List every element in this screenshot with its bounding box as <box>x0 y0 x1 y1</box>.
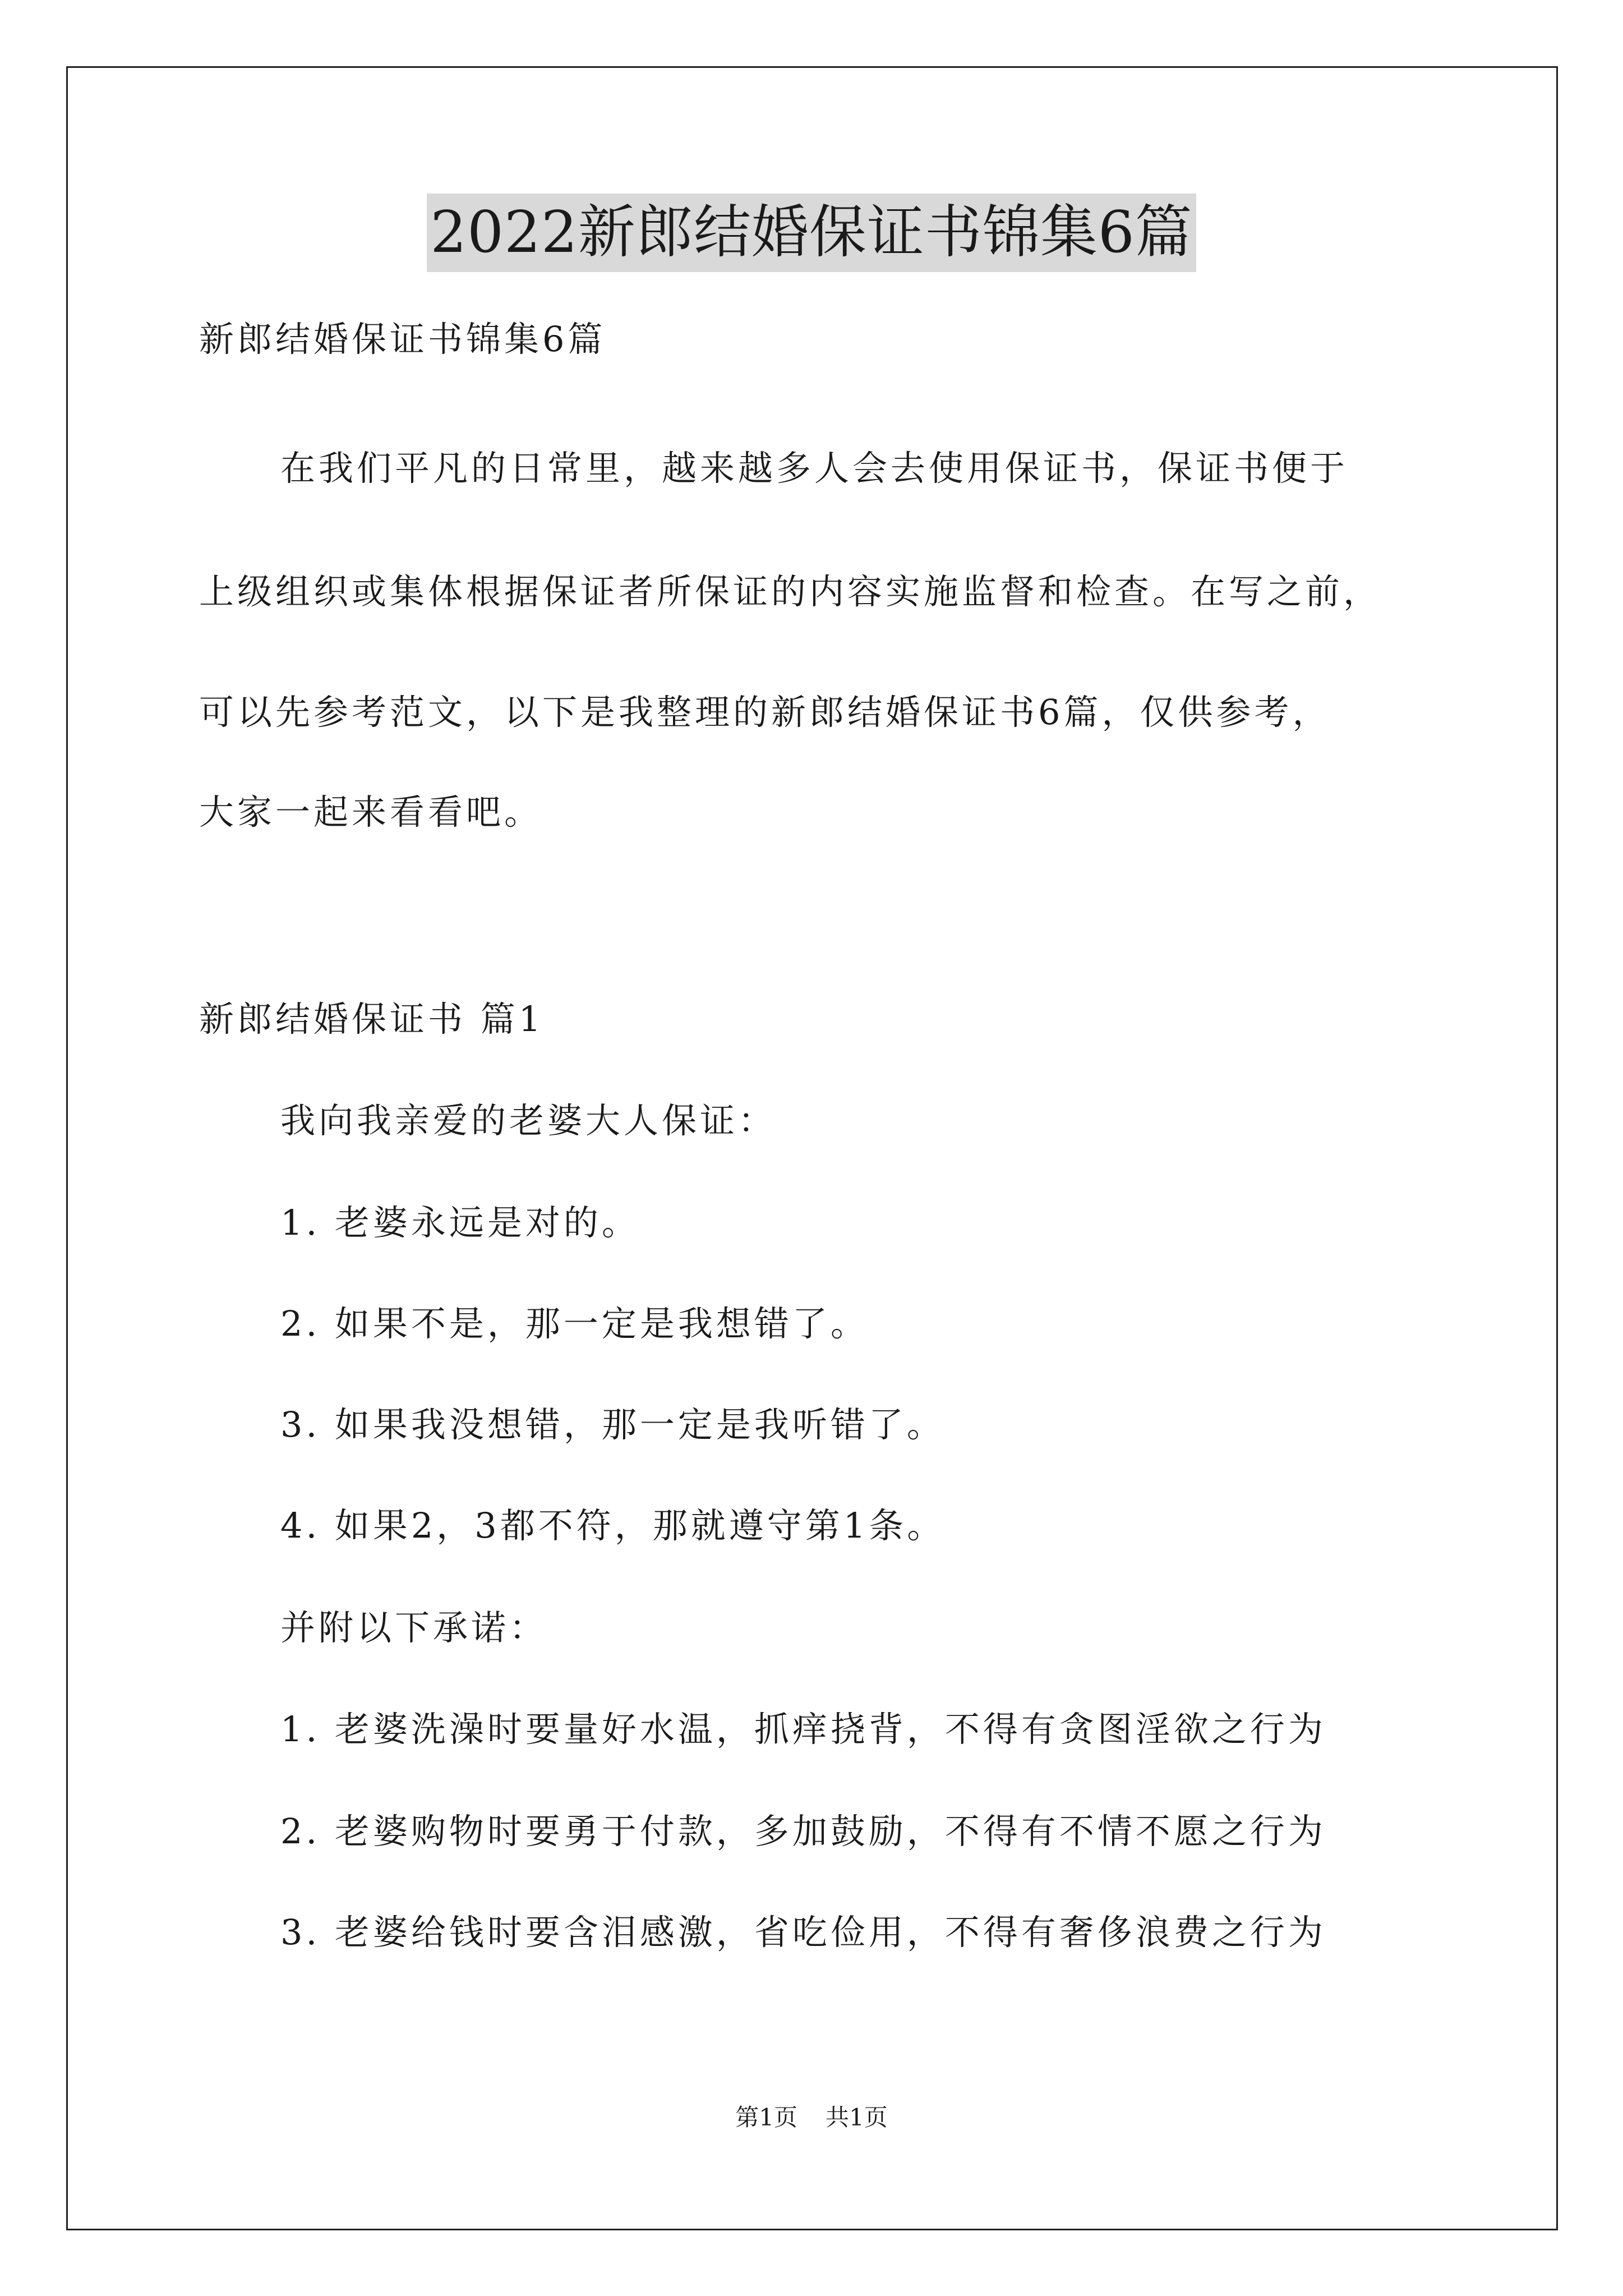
document-subtitle: 新郎结婚保证书锦集6篇 <box>199 319 606 360</box>
promise-item: 2. 老婆购物时要勇于付款，多加鼓励，不得有不情不愿之行为 <box>280 1811 1326 1852</box>
page-border <box>66 66 1558 2230</box>
intro-line-2: 上级组织或集体根据保证者所保证的内容实施监督和检查。在写之前， <box>199 571 1382 612</box>
page-number: 第1页 <box>735 2104 797 2131</box>
list-item: 1. 老婆永远是对的。 <box>280 1202 640 1243</box>
list-item: 4. 如果2，3都不符，那就遵守第1条。 <box>280 1505 946 1546</box>
promise-item: 3. 老婆给钱时要含泪感激，省吃俭用，不得有奢侈浪费之行为 <box>280 1912 1326 1953</box>
section-heading: 新郎结婚保证书 篇1 <box>199 999 545 1039</box>
section-greeting: 我向我亲爱的老婆大人保证： <box>280 1100 777 1141</box>
document-title: 2022新郎结婚保证书锦集6篇 <box>427 194 1196 272</box>
intro-line-1: 在我们平凡的日常里，越来越多人会去使用保证书，保证书便于 <box>280 448 1349 489</box>
intro-line-4: 大家一起来看看吧。 <box>199 792 543 832</box>
list-item: 3. 如果我没想错，那一定是我听错了。 <box>280 1404 945 1445</box>
list-item: 2. 如果不是，那一定是我想错了。 <box>280 1303 869 1344</box>
promise-intro: 并附以下承诺： <box>280 1607 548 1648</box>
promise-item: 1. 老婆洗澡时要量好水温，抓痒挠背，不得有贪图淫欲之行为 <box>280 1709 1326 1750</box>
page-footer <box>0 2101 1623 2134</box>
page-total: 共1页 <box>826 2104 888 2131</box>
title-container <box>0 194 1623 272</box>
intro-line-3: 可以先参考范文，以下是我整理的新郎结婚保证书6篇，仅供参考， <box>199 692 1331 733</box>
